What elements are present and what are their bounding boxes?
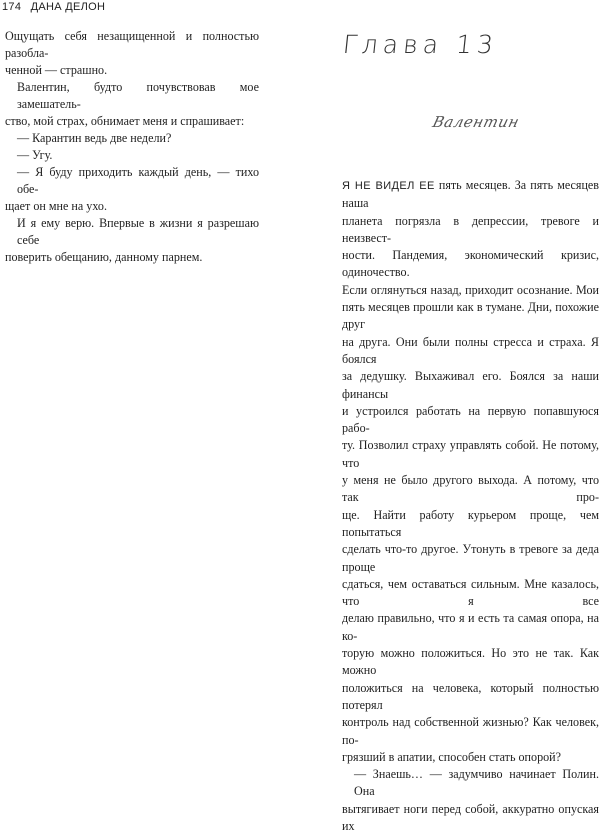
- text-line-content: И я ему верю. Впервые в жизни я разрешаю себе: [17, 216, 259, 247]
- text-line: [342, 610, 599, 645]
- text-line-content: грязший в апатии, способен стать опорой?: [342, 749, 562, 764]
- text-line: [342, 680, 599, 715]
- text-line: [5, 28, 259, 62]
- left-page: [0, 0, 262, 468]
- text-line-content: Если оглянуться назад, приходит осознание. Мои: [342, 282, 599, 297]
- text-line: [342, 368, 599, 403]
- text-line: [342, 403, 599, 438]
- text-line: [5, 62, 259, 79]
- text-line: [342, 177, 599, 213]
- text-line: [342, 282, 599, 299]
- text-line: [5, 147, 259, 164]
- right-page: [318, 0, 600, 833]
- text-line-content: сдаться, чем оставаться сильным. Мне казалось, что я все: [342, 576, 599, 609]
- page-number: 174: [2, 1, 22, 13]
- text-line-content: щает он мне на ухо.: [5, 199, 107, 213]
- text-line: [342, 541, 599, 576]
- text-line: [342, 247, 599, 282]
- text-line-content: вытягивает ноги перед собой, аккуратно опуская их: [342, 801, 599, 833]
- right-page-text: [342, 177, 599, 835]
- text-line: [342, 299, 599, 334]
- text-line: [342, 766, 599, 801]
- narrator-name: Валентин: [430, 113, 522, 131]
- text-line-content: за дедушку. Выхаживал его. Боялся за наши финансы: [342, 369, 599, 401]
- text-line-content: контроль над собственной жизнью? Как человек, по-: [342, 715, 599, 747]
- chapter-title: Глава 13: [341, 30, 500, 59]
- author-name: ДАНА ДЕЛОН: [30, 1, 106, 13]
- text-line-content: — Карантин ведь две недели?: [17, 131, 172, 145]
- text-line-content: делаю правильно, что я и есть та самая опора, на ко-: [342, 611, 599, 643]
- running-head: [2, 1, 105, 13]
- text-line: [5, 113, 259, 130]
- text-line-content: ности. Пандемия, экономический кризис, одиночество.: [342, 248, 599, 280]
- text-line-content: ще. Найти работу курьером проще, чем попытаться: [342, 507, 599, 539]
- text-line: [5, 215, 259, 249]
- text-line: [5, 79, 259, 113]
- text-line-content: поверить обещанию, данному парнем.: [5, 250, 203, 264]
- text-line: [342, 749, 599, 766]
- text-line-content: и устроился работать на первую попавшуюся рабо-: [342, 403, 599, 436]
- text-line: [5, 198, 259, 215]
- text-line: [342, 472, 599, 507]
- text-line-content: ту. Позволил страху управлять собой. Не потому, что: [342, 438, 599, 470]
- text-line-content: ство, мой страх, обнимает меня и спрашивает:: [5, 114, 245, 128]
- text-line-content: — Знаешь… — задумчиво начинает Полин. Она: [354, 767, 599, 799]
- text-line-content: планета погрязла в депрессии, тревоге и неизвест-: [342, 213, 599, 245]
- text-line-content: пять месяцев прошли как в тумане. Дни, похожие друг: [342, 300, 599, 332]
- text-line: [342, 801, 599, 835]
- text-line-content: положиться на человека, который полностью потерял: [342, 680, 599, 712]
- text-line: [342, 437, 599, 472]
- text-line-content: сделать что-то другое. Утонуть в тревоге за деда проще: [342, 542, 599, 574]
- text-line: [342, 576, 599, 611]
- text-line-content: пять месяцев. За пять месяцев наша: [342, 178, 599, 211]
- text-line-content: на друга. Они были полны стресса и страха. Я боялся: [342, 334, 599, 366]
- text-line-content: — Я буду приходить каждый день, — тихо обе-: [17, 165, 259, 196]
- text-line: [5, 249, 259, 266]
- text-line-content: торую можно положиться. Но это не так. Как можно: [342, 646, 599, 678]
- text-line: [5, 130, 259, 147]
- text-line: [5, 164, 259, 198]
- chapter-lead-caps: Я НЕ ВИДЕЛ ЕЕ: [342, 180, 435, 192]
- text-line: [342, 334, 599, 369]
- text-line: [342, 645, 599, 680]
- text-line-content: у меня не было другого выхода. А потому, что так про-: [342, 473, 599, 505]
- text-line: [342, 714, 599, 749]
- text-line-content: Ощущать себя незащищенной и полностью разобла-: [5, 29, 259, 60]
- text-line-content: Валентин, будто почувствовав мое замешатель-: [17, 80, 259, 111]
- text-line: [342, 507, 599, 542]
- text-line-content: — Угу.: [17, 148, 53, 162]
- text-line: [342, 213, 599, 248]
- text-line-content: ченной — страшно.: [5, 63, 108, 77]
- left-page-text: [5, 28, 259, 266]
